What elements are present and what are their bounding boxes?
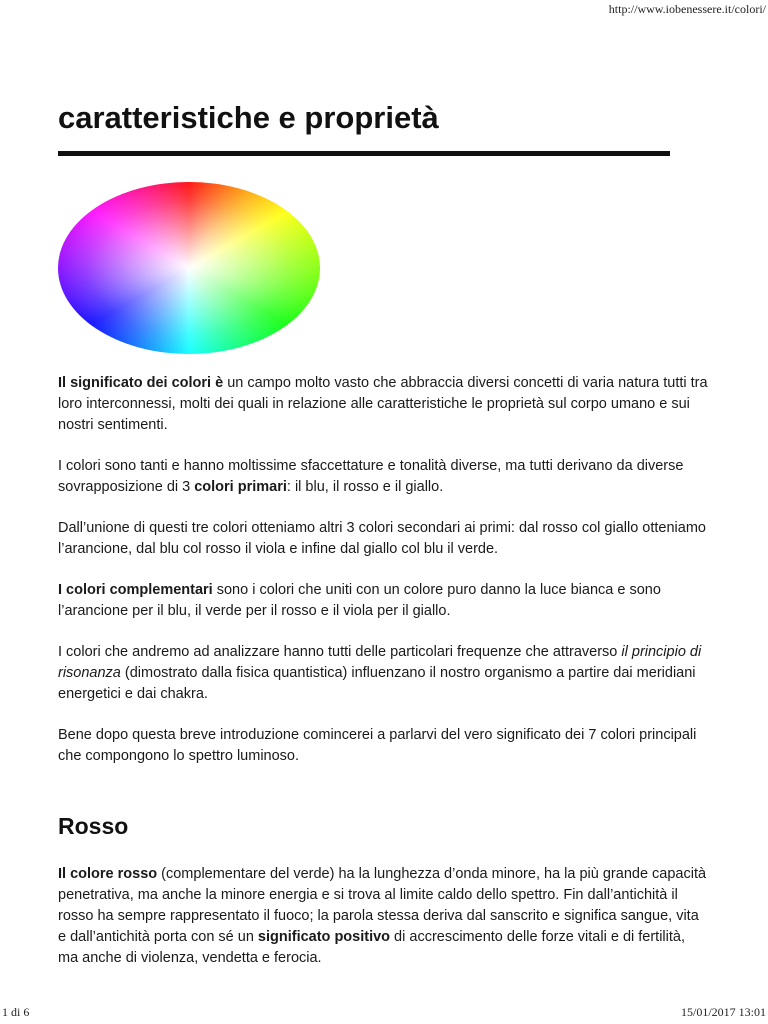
resonance-paragraph [58, 642, 708, 705]
color-wheel-image [58, 182, 320, 354]
section-title-rosso: Rosso [58, 813, 129, 839]
text: (complementare del verde) ha la lunghezza d’onda minore, ha la più grande capacità penetrativa, ma anche la minore energia e si trova al limite caldo dello spettro. Fin dall’antichità il rosso ha sempre rappresentato il fuoco; la parola stessa deriva dal sanscrito e significa sangue, vita e dall’antichità porta con sé un [58, 866, 707, 945]
text: Bene dopo questa breve introduzione comincerei a parlarvi del vero significato dei 7 colori principali che compongono lo spettro luminoso. [58, 727, 697, 764]
text: sono i colori che uniti con un colore puro danno la luce bianca e sono l’arancione per il blu, il verde per il rosso e il viola per il giallo. [58, 582, 661, 619]
print-date: 15/01/2017 13:01 [680, 1005, 766, 1019]
bold-text: I colori complementari [58, 582, 213, 598]
article-body [58, 373, 708, 989]
print-page-count: 1 di 6 [2, 1005, 30, 1019]
bold-text: significato positivo [257, 929, 391, 945]
text: un campo molto vasto che abbraccia diversi concetti di varia natura tutti tra loro interconnessi, molti dei quali in relazione alle caratteristiche le proprietà sul corpo umano e sui nostri sentimenti. [58, 375, 708, 433]
print-header-url: http://www.iobenessere.it/colori/ [608, 2, 766, 16]
bold-text: Il significato dei colori è [58, 375, 224, 391]
text: I colori sono tanti e hanno moltissime sfaccettature e tonalità diverse, ma tutti derivano da diverse sovrapposizione di 3 [58, 458, 684, 495]
text: I colori che andremo ad analizzare hanno tutti delle particolari frequenze che attraverso [58, 644, 622, 660]
bold-text: colori primari [194, 479, 287, 495]
text: (dimostrato dalla fisica quantistica) influenzano il nostro organismo a partire dai meridiani energetici e dai chakra. [58, 665, 696, 702]
bold-text: Il colore rosso [58, 866, 158, 882]
text: : il blu, il rosso e il giallo. [286, 479, 444, 495]
text: di accrescimento delle forze vitali e di fertilità, ma anche di violenza, vendetta e ferocia. [58, 929, 685, 966]
text: Dall’unione di questi tre colori otteniamo altri 3 colori secondari ai primi: dal rosso col giallo otteniamo l’arancione, dal blu col rosso il viola e infine dal giallo col blu il verde. [58, 520, 706, 557]
intro-paragraph [58, 373, 708, 436]
secondary-colors-paragraph [58, 518, 708, 560]
complementary-colors-paragraph [58, 580, 708, 622]
primary-colors-paragraph [58, 456, 708, 498]
title-divider [58, 151, 670, 156]
rosso-paragraph [58, 864, 708, 969]
intro-conclusion-paragraph [58, 725, 708, 767]
italic-text: il principio di risonanza [58, 644, 702, 681]
page-title: caratteristiche e proprietà [58, 100, 439, 135]
